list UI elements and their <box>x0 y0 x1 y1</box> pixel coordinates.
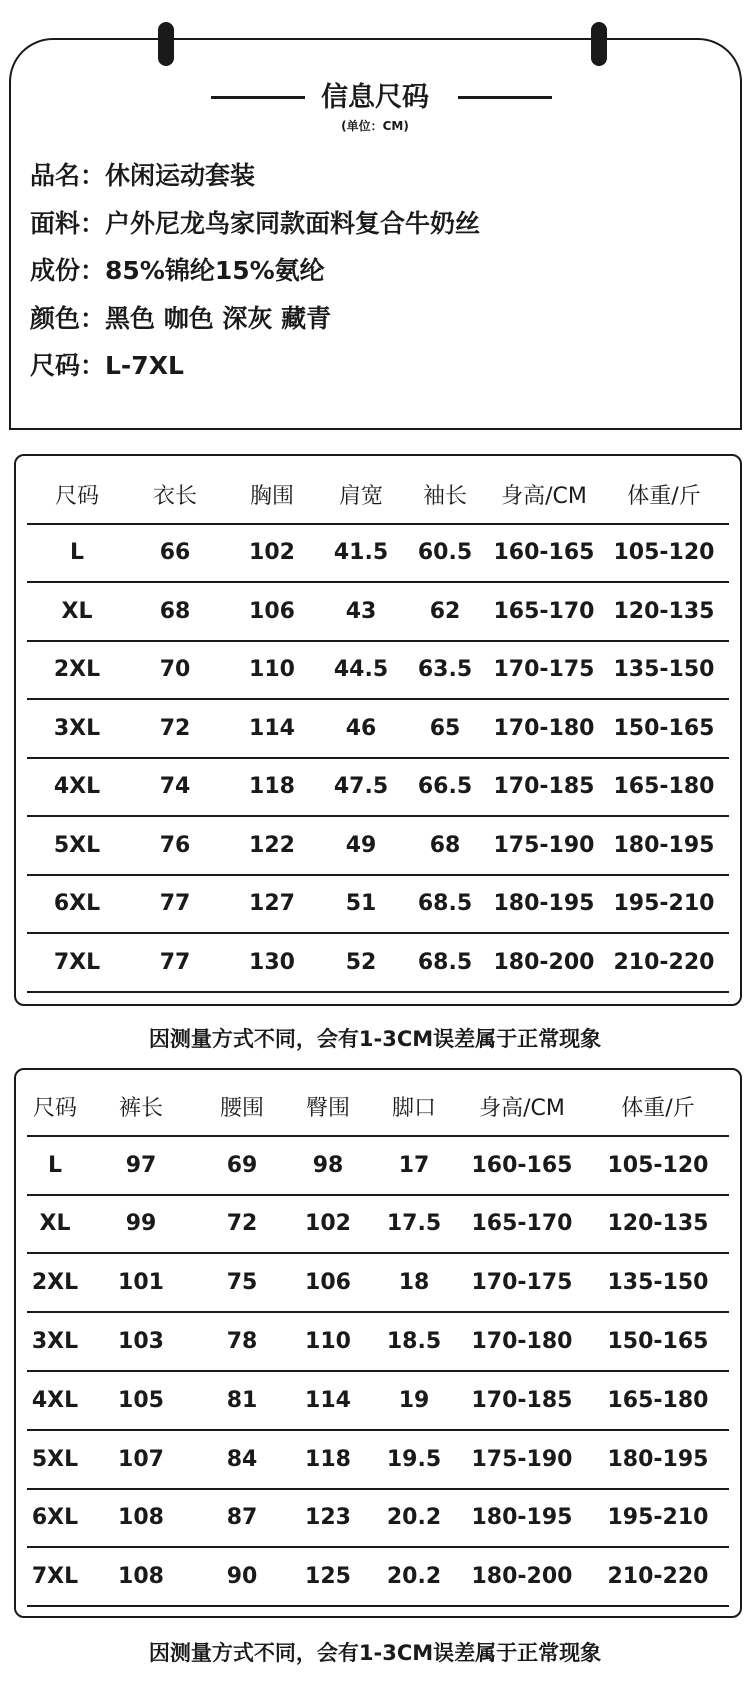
bottom-table-cell: 20.2 <box>371 1489 457 1548</box>
top-table-cell: 150-165 <box>599 699 729 758</box>
bottom-table-cell: 87 <box>199 1489 285 1548</box>
bottom-table-header-cell: 腰围 <box>199 1078 285 1136</box>
top-table-cell: 175-190 <box>489 816 599 875</box>
title-line-right <box>458 96 552 99</box>
top-table-header-cell: 身高/CM <box>489 466 599 524</box>
bottom-table-cell: 118 <box>285 1430 371 1489</box>
hanger-left-icon <box>158 22 174 66</box>
product-name: 品名：休闲运动套装 <box>30 161 256 190</box>
table-row <box>27 1489 729 1548</box>
bottom-table-cell: 18 <box>371 1253 457 1312</box>
title-row <box>0 78 750 118</box>
bottom-table-cell: L <box>27 1136 83 1195</box>
bottom-table-cell: 105 <box>83 1371 199 1430</box>
top-table-cell: 41.5 <box>321 524 401 583</box>
table-row <box>27 641 729 700</box>
top-table-cell: 46 <box>321 699 401 758</box>
bottom-table-cell: 4XL <box>27 1371 83 1430</box>
top-table-header-cell: 肩宽 <box>321 466 401 524</box>
bottom-table-cell: 210-220 <box>587 1547 729 1606</box>
bottom-table-cell: 108 <box>83 1489 199 1548</box>
table-row <box>27 875 729 934</box>
bottom-table-cell: 175-190 <box>457 1430 587 1489</box>
top-table-cell: 170-185 <box>489 758 599 817</box>
top-table-cell: 65 <box>401 699 489 758</box>
bottom-table-header-cell: 臀围 <box>285 1078 371 1136</box>
top-table-cell: 68.5 <box>401 933 489 992</box>
table-row <box>27 816 729 875</box>
bottom-table-cell: 180-195 <box>457 1489 587 1548</box>
table-row <box>27 1312 729 1371</box>
page-title: 信息尺码 <box>321 82 429 113</box>
top-table-cell: 70 <box>127 641 223 700</box>
bottom-table-cell: 180-195 <box>587 1430 729 1489</box>
top-table-cell: 68 <box>401 816 489 875</box>
top-table-cell: 180-200 <box>489 933 599 992</box>
bottom-table-cell: 84 <box>199 1430 285 1489</box>
top-size-grid <box>27 466 729 993</box>
measurement-note-top: 因测量方式不同，会有1-3CM误差属于正常现象 <box>148 1027 602 1051</box>
top-table-header-cell: 体重/斤 <box>599 466 729 524</box>
top-table-cell: 60.5 <box>401 524 489 583</box>
bottom-table-cell: 5XL <box>27 1430 83 1489</box>
top-table-cell: 180-195 <box>489 875 599 934</box>
measurement-note-bottom: 因测量方式不同，会有1-3CM误差属于正常现象 <box>148 1641 602 1665</box>
unit-label: (单位：CM) <box>341 119 409 133</box>
table-row <box>27 1253 729 1312</box>
top-table-cell: 77 <box>127 875 223 934</box>
top-table-cell: 68.5 <box>401 875 489 934</box>
top-table-cell: 3XL <box>27 699 127 758</box>
bottom-table-cell: 125 <box>285 1547 371 1606</box>
top-table-cell: 170-175 <box>489 641 599 700</box>
bottom-table-cell: 102 <box>285 1195 371 1254</box>
bottom-table-cell: 108 <box>83 1547 199 1606</box>
top-table-header-cell: 衣长 <box>127 466 223 524</box>
bottom-table-cell: 90 <box>199 1547 285 1606</box>
top-table-cell: 120-135 <box>599 582 729 641</box>
top-table-cell: 165-180 <box>599 758 729 817</box>
bottom-table-cell: 7XL <box>27 1547 83 1606</box>
bottom-table-cell: 78 <box>199 1312 285 1371</box>
bottom-table-cell: 106 <box>285 1253 371 1312</box>
top-table-cell: 195-210 <box>599 875 729 934</box>
top-table-cell: 127 <box>223 875 321 934</box>
bottom-table-header-cell: 体重/斤 <box>587 1078 729 1136</box>
top-table-cell: 76 <box>127 816 223 875</box>
bottom-table-cell: 72 <box>199 1195 285 1254</box>
bottom-table-header-cell: 尺码 <box>27 1078 83 1136</box>
top-table-cell: 74 <box>127 758 223 817</box>
table-row <box>27 1430 729 1489</box>
table-row <box>27 699 729 758</box>
top-table-cell: 165-170 <box>489 582 599 641</box>
bottom-table-cell: 114 <box>285 1371 371 1430</box>
top-table-cell: 63.5 <box>401 641 489 700</box>
table-row <box>27 582 729 641</box>
top-table-cell: 47.5 <box>321 758 401 817</box>
bottom-table-cell: 170-175 <box>457 1253 587 1312</box>
bottom-table-cell: 97 <box>83 1136 199 1195</box>
bottom-table-cell: 110 <box>285 1312 371 1371</box>
bottom-table-cell: 107 <box>83 1430 199 1489</box>
top-table-header-cell: 尺码 <box>27 466 127 524</box>
table-row <box>27 1547 729 1606</box>
bottom-table-cell: 165-170 <box>457 1195 587 1254</box>
table-row <box>27 1195 729 1254</box>
bottom-table-cell: 6XL <box>27 1489 83 1548</box>
bottom-table-cell: 20.2 <box>371 1547 457 1606</box>
top-table-cell: 62 <box>401 582 489 641</box>
bottom-table-cell: 75 <box>199 1253 285 1312</box>
top-table-cell: 5XL <box>27 816 127 875</box>
top-table-cell: 44.5 <box>321 641 401 700</box>
bottom-table-cell: 160-165 <box>457 1136 587 1195</box>
bottom-table-cell: 180-200 <box>457 1547 587 1606</box>
table-row <box>27 758 729 817</box>
bottom-table-cell: 17.5 <box>371 1195 457 1254</box>
bottom-table-cell: 17 <box>371 1136 457 1195</box>
top-table-cell: 110 <box>223 641 321 700</box>
top-table-header-cell: 袖长 <box>401 466 489 524</box>
top-table-cell: 114 <box>223 699 321 758</box>
top-table-cell: 43 <box>321 582 401 641</box>
top-table-cell: 49 <box>321 816 401 875</box>
top-table-cell: XL <box>27 582 127 641</box>
top-table-cell: 66 <box>127 524 223 583</box>
top-table-cell: 170-180 <box>489 699 599 758</box>
bottom-table-cell: 170-180 <box>457 1312 587 1371</box>
top-table-cell: 180-195 <box>599 816 729 875</box>
bottom-table-cell: XL <box>27 1195 83 1254</box>
bottom-table-cell: 103 <box>83 1312 199 1371</box>
bottom-table-cell: 150-165 <box>587 1312 729 1371</box>
table-row <box>27 1136 729 1195</box>
bottom-size-table <box>14 1068 742 1618</box>
product-colors: 颜色：黑色 咖色 深灰 藏青 <box>30 303 332 333</box>
bottom-table-cell: 81 <box>199 1371 285 1430</box>
table-row <box>27 524 729 583</box>
bottom-table-cell: 2XL <box>27 1253 83 1312</box>
table-row <box>27 933 729 992</box>
top-table-cell: 7XL <box>27 933 127 992</box>
bottom-table-cell: 98 <box>285 1136 371 1195</box>
top-size-table <box>14 454 742 1006</box>
bottom-table-cell: 170-185 <box>457 1371 587 1430</box>
top-table-cell: 68 <box>127 582 223 641</box>
bottom-table-header-cell: 裤长 <box>83 1078 199 1136</box>
top-table-cell: 135-150 <box>599 641 729 700</box>
top-table-cell: 210-220 <box>599 933 729 992</box>
product-sizes: 尺码：L-7XL <box>30 351 184 380</box>
bottom-table-cell: 19.5 <box>371 1430 457 1489</box>
top-table-cell: 105-120 <box>599 524 729 583</box>
top-table-cell: 2XL <box>27 641 127 700</box>
table-row <box>27 1371 729 1430</box>
product-composition: 成份：85%锦纶15%氨纶 <box>30 256 325 285</box>
top-table-cell: L <box>27 524 127 583</box>
bottom-table-cell: 123 <box>285 1489 371 1548</box>
top-table-cell: 4XL <box>27 758 127 817</box>
bottom-table-cell: 120-135 <box>587 1195 729 1254</box>
bottom-table-cell: 3XL <box>27 1312 83 1371</box>
bottom-table-cell: 19 <box>371 1371 457 1430</box>
bottom-table-cell: 69 <box>199 1136 285 1195</box>
top-table-header-cell: 胸围 <box>223 466 321 524</box>
top-table-cell: 118 <box>223 758 321 817</box>
bottom-table-header-cell: 身高/CM <box>457 1078 587 1136</box>
top-table-cell: 130 <box>223 933 321 992</box>
bottom-table-cell: 99 <box>83 1195 199 1254</box>
bottom-table-cell: 105-120 <box>587 1136 729 1195</box>
product-fabric: 面料：户外尼龙鸟家同款面料复合牛奶丝 <box>30 208 481 238</box>
bottom-table-cell: 195-210 <box>587 1489 729 1548</box>
top-table-cell: 52 <box>321 933 401 992</box>
hanger-right-icon <box>591 22 607 66</box>
bottom-table-cell: 18.5 <box>371 1312 457 1371</box>
top-table-cell: 51 <box>321 875 401 934</box>
top-table-cell: 160-165 <box>489 524 599 583</box>
bottom-table-cell: 135-150 <box>587 1253 729 1312</box>
product-info <box>30 152 480 390</box>
top-table-cell: 6XL <box>27 875 127 934</box>
bottom-table-cell: 165-180 <box>587 1371 729 1430</box>
top-table-cell: 122 <box>223 816 321 875</box>
top-table-cell: 102 <box>223 524 321 583</box>
top-table-cell: 106 <box>223 582 321 641</box>
top-table-cell: 66.5 <box>401 758 489 817</box>
bottom-table-cell: 101 <box>83 1253 199 1312</box>
bottom-table-header-cell: 脚口 <box>371 1078 457 1136</box>
bottom-size-grid <box>27 1078 729 1607</box>
top-table-cell: 77 <box>127 933 223 992</box>
top-table-cell: 72 <box>127 699 223 758</box>
